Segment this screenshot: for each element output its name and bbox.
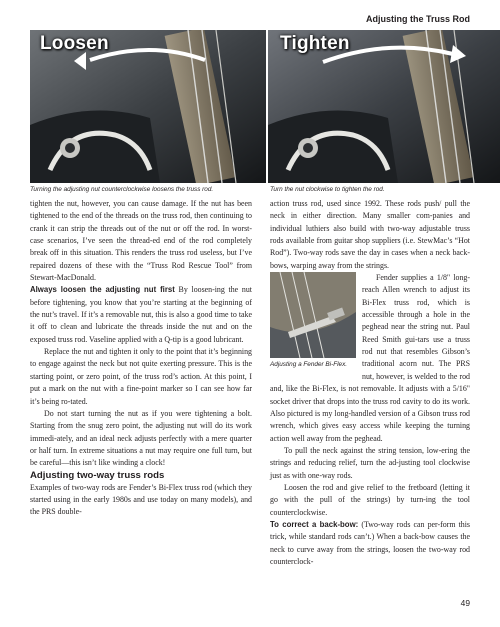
body-paragraph: action truss rod, used since 1992. These rods push/ pull the neck in either direction. Many smaller com-panies and individual luthiers also build with two-way adjustable truss rods available from guitar shop suppliers (i.e. StewMac’s “Hot Rod”). Two-way rods save the day in cases when a neck back-bows, warping away from the strings. [270, 199, 470, 270]
tighten-photo [268, 30, 500, 183]
runin-heading: To correct a back-bow: [270, 519, 359, 529]
body-paragraph: Do not start turning the nut as if you were tightening a bolt. Starting from the snug zero point, the adjusting nut will do its work immedi-ately, and an ideal neck adjusts perfectly with a mere quarter or half turn. In extreme situations a nut may require one full turn, but be careful—this isn’t like winding a clock! [30, 408, 252, 468]
page-number: 49 [460, 598, 470, 608]
loosen-label: Loosen [40, 33, 109, 54]
bi-flex-caption: Adjusting a Fender Bi-Flex. [270, 361, 348, 369]
body-text: By loosen-ing the nut before tightening, you know that you’re starting at the beginning of the nut’s travel. If it’s a removable nut, this is also a good time to take it off to clean and lubricate the threads inside the nut and on the exposed truss rod. Vaseline applied with a Q-tip is a good lubricant. [30, 285, 252, 344]
body-paragraph: Fender supplies a 1/8" long-reach Allen wrench to adjust its Bi-Flex truss rod, which is accessible through a hole in the peghead near the string nut. Paul Reed Smith gui-tars use a truss rod nut that resembles Gibson’s traditional acorn nut. The PRS nut, however, is welded to the rod and, like the Bi-Flex, is not removable. It adjusts with a 5/16" socket driver that drops into the truss rod cavity to do its work. Also pictured is my long-handled version of a Gibson truss rod wrench, which gives easy access while keeping the turning action well away from the peghead. [270, 273, 470, 443]
body-paragraph: Loosen the rod and give relief to the fretboard (letting it go with the pull of the strings) by turn-ing the tool counterclockwise. [270, 482, 470, 517]
left-text-column [30, 198, 252, 519]
body-paragraph: To pull the neck against the string tension, low-ering the strings and reducing relief, turn the ad-justing tool clockwise just as with one-way rods. [270, 445, 470, 480]
right-text-column [270, 198, 470, 568]
tighten-caption: Turn the nut clockwise to tighten the rod. [270, 186, 385, 193]
bi-flex-figure [270, 272, 356, 372]
loosen-caption: Turning the adjusting nut counterclockwise loosens the truss rod. [30, 186, 214, 193]
body-paragraph [270, 519, 470, 568]
body-paragraph [30, 284, 252, 346]
running-header: Adjusting the Truss Rod [365, 14, 470, 24]
runin-heading: Always loosen the adjusting nut first [30, 285, 175, 295]
body-paragraph: Replace the nut and tighten it only to the point that it’s beginning to engage against the neck but not quite exerting pressure. This is the starting point, or zero point, of the truss rod’s action. At this point, I put a mark on the nut with a fine-point marker so I can see how far it’s being ro-tated. [30, 347, 252, 406]
bi-flex-photo [270, 272, 356, 358]
body-paragraph: tighten the nut, however, you can cause damage. If the nut has been tightened to the end of the threads on the truss rod, then continuing to crank it can strip the threads out of the nut or off the rod. In worst-case scenarios, I’ve seen the thread-ed end of the rod completely break off in this situation. This renders the truss rod useless, but I’ve repaired dozens of these with the “Truss Rod Rescue Tool” from Stewart-MacDonald. [30, 199, 252, 283]
loosen-photo [30, 30, 266, 183]
bi-flex-illustration [270, 272, 356, 358]
body-text: (Two-way rods can per-form this trick, while standard rods can’t.) When a back-bow causes the neck to curve away from the strings, loosen the two-way rod counterclock- [270, 519, 470, 566]
tighten-label: Tighten [280, 33, 350, 54]
section-subhead: Adjusting two-way truss rods [30, 469, 165, 481]
body-paragraph: Examples of two-way rods are Fender’s Bi-Flex truss rod (which they started using in the early 1980s and use today on many models), and the PRS double- [30, 482, 252, 517]
